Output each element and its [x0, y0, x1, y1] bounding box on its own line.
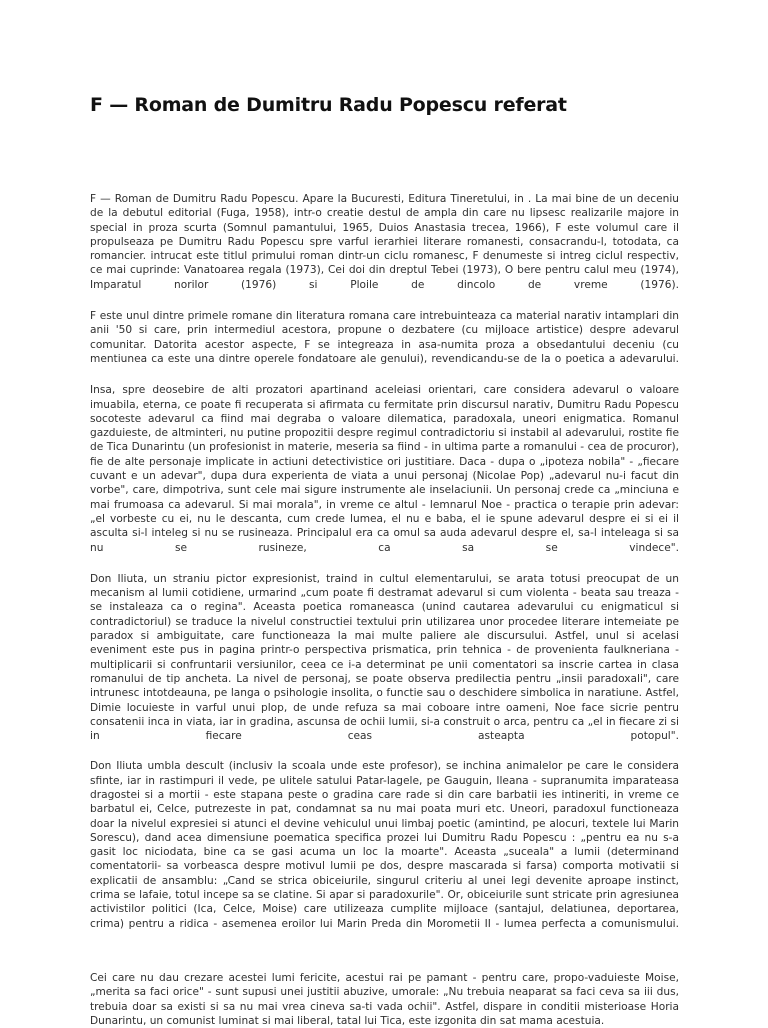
paragraph-2: F este unul dintre primele romane din literatura romana care intrebuinteaza ca material narativ intamplari din anii '50 si care, prin intermediul acestora, propune o dezbatere (cu mijloace artistice) despre adevarul comunitar. Datorita acestor aspecte, F se integreaza in asa-numita proza a obsedantului deceniu (cu mentiunea ca este una dintre operele fondatoare ale genului), revendicandu-se de la o poetica a adevarului. — [90, 310, 679, 365]
page-title: F — Roman de Dumitru Radu Popescu referat — [90, 94, 567, 116]
paragraph-4: Don Iliuta, un straniu pictor expresionist, traind in cultul elementarului, se arata totusi preocupat de un mecanism al lumii cotidiene, urmarind „cum poate fi destramat adevarul si cum violenta - beata sau treaza - se instaleaza ca o regina". Aceasta poetica romaneasca (unind cautarea adevarului cu enigmaticul si contradictoriul) se traduce la nivelul constructiei textului prin utilizarea unor procedee literare intemeiate pe paradox si ambiguitate, care functioneaza la mai multe paliere ale discursului. Astfel, unul si acelasi eveniment este pus in pagina printr-o perspectiva prismatica, prin tehnica - de provenienta faulkneriana - multiplicarii si confruntarii versiunilor, ceea ce i-a determinat pe unii comentatori sa inscrie cartea in clasa romanului de tip ancheta. La nivel de personaj, se poate observa predilectia pentru „insii paradoxali", care intrunesc intotdeauna, pe langa o psihologie insolita, o functie sau o deschidere simbolica in naratiune. Astfel, Dimie locuieste in varful unui plop, de unde refuza sa mai coboare intre oameni, Noe face sicrie pentru consatenii inca in viata, iar in gradina, ascunsa de ochii lumii, si-a construit o arca, pentru ca „el in fiecare zi si in fiecare ceas asteapta potopul". — [90, 572, 679, 743]
document-body — [90, 192, 679, 1028]
paragraph-5: Don Iliuta umbla descult (inclusiv la scoala unde este profesor), se inchina animalelor pe care le considera sfinte, iar in rastimpuri il vede, pe ulitele satului Patar-lagele, pe Gauguin, Ileana - supranumita imparateasa dragostei si a mortii - este stapana peste o gradina care rade si din care barbatii ies intineriti, in vreme ce barbatul ei, Celce, putrezeste in pat, condamnat sa nu mai poata muri etc. Uneori, paradoxul functioneaza doar la nivelul expresiei si atunci el devine vehiculul unui limbaj poetic (amintind, pe alocuri, textele lui Marin Sorescu), dand acea dimensiune poematica specifica prozei lui Dumitru Radu Popescu : „pentru ea nu s-a gasit loc niciodata, bine ca se gasi acuma un loc la moarte". Aceasta „suceala" a lumii (determinand comentatorii- sa vorbeasca despre motivul lumii pe dos, despre mascarada si farsa) comporta motivatii si explicatii de ansamblu: „Cand se strica obiceiurile, singurul criteriu al unei legi devenite aproape instinct, crima se lafaie, totul incepe sa se clatine. Si apar si paradoxurile". Or, obiceiurile sunt stricate prin agresiunea activistilor politici (Ica, Celce, Moise) care utilizeaza cumplite mijloace (santajul, delatiunea, deportarea, crima) pentru a ridica - asemenea eroilor lui Marin Preda din Morometii II - lumea perfecta a comunismului. — [90, 760, 679, 930]
paragraph-6: Cei care nu dau crezare acestei lumi fericite, acestui rai pe pamant - pentru care, propo-vaduieste Moise, „merita sa faci orice" - sunt supusi unei justitii abuzive, umorale: „Nu trebuia neaparat sa faci ceva sa iii dus, trebuia doar sa existi si sa nu mai vrea cineva sa-ti vada ochii". Astfel, dispare in conditii misterioase Horia Dunarintu, un comunist luminat si mai liberal, tatal lui Tica, este izgonita din sat mama acestuia. — [90, 971, 679, 1027]
paragraph-3: Insa, spre deosebire de alti prozatori apartinand aceleiasi orientari, care considera adevarul o valoare imuabila, eterna, ce poate fi recuperata si afirmata cu fermitate prin discursul narativ, Dumitru Radu Popescu socoteste adevarul ca fiind mai degraba o valoare dilematica, paradoxala, uneori enigmatica. Romanul gazduieste, de altminteri, nu putine propozitii despre regimul contradictoriu si instabil al adevarului, rostite fie de Tica Dunarintu (un profesionist in materie, meseria sa fiind - in ultima parte a romanului - cea de procuror), fie de alte personaje implicate in actiuni detectivistice ori justitiare. Daca - dupa o „ipoteza nobila" - „fiecare cuvant e un adevar", dupa dura experienta de viata a unui personaj (Nicolae Pop) „adevarul nu-i facut din vorbe", care, dimpotriva, sunt cele mai sigure instrumente ale inselaciunii. Un personaj crede ca „minciuna e mai frumoasa ca adevarul. Si mai morala", in vreme ce altul - lemnarul Noe - practica o terapie prin adevar: „el vorbeste cu ei, nu le descanta, cum crede lumea, el nu e baba, el ie spune adevarul despre ei si ei il asculta si-l inteleg si nu se rusineaza. Principalul era ca omul sa auda adevarul despre el, sa-l inteleaga si sa nu se rusineze, ca sa se vindece". — [90, 384, 679, 554]
paragraph-1: F — Roman de Dumitru Radu Popescu. Apare la Bucuresti, Editura Tineretului, in . La mai bine de un deceniu de la debutul editorial (Fuga, 1958), intr-o creatie destul de ampla din care nu lipsesc realizarile majore in special in proza scurta (Somnul pamantului, 1965, Duios Anastasia trecea, 1966), F este volumul care il propulseaza pe Dumitru Radu Popescu spre varful ierarhiei literare romanesti, consacrandu-l, totodata, ca romancier. intrucat este titlul primului roman dintr-un ciclu romanesc, F denumeste si intreg ciclul respectiv, ce mai cuprinde: Vanatoarea regala (1973), Cei doi din dreptul Tebei (1973), O bere pentru calul meu (1974), Imparatul norilor (1976) si Ploile de dincolo de vreme (1976). — [90, 193, 679, 291]
